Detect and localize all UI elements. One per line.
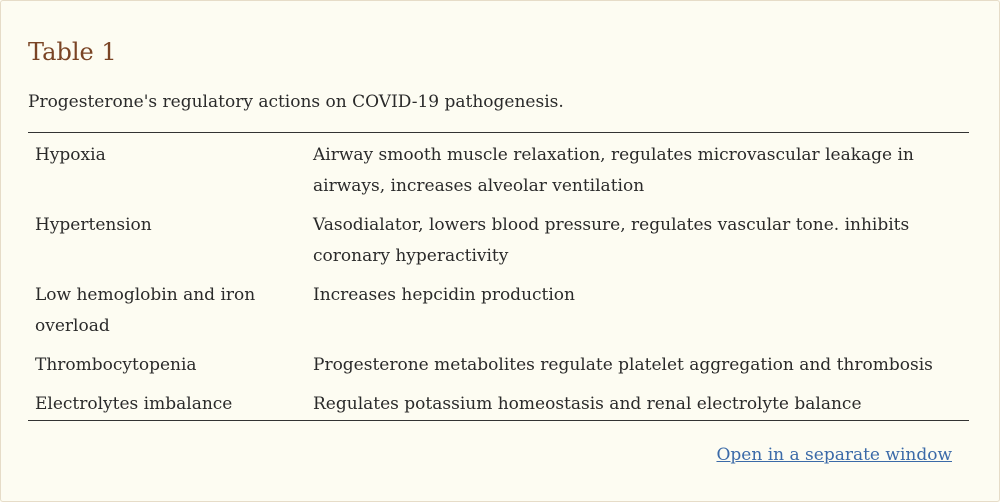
table-caption: Progesterone's regulatory actions on COVID-19 pathogenesis. xyxy=(28,92,564,112)
table-title: Table 1 xyxy=(28,38,117,66)
table-row xyxy=(28,280,969,350)
action-cell: Airway smooth muscle relaxation, regulates microvascular leakage in airways, increases alveolar ventilation xyxy=(313,145,914,196)
table-row xyxy=(28,210,969,280)
table-row xyxy=(28,133,969,211)
action-cell: Vasodialator, lowers blood pressure, regulates vascular tone. inhibits coronary hyperactivity xyxy=(313,215,910,266)
action-cell: Increases hepcidin production xyxy=(313,285,575,305)
condition-cell: Electrolytes imbalance xyxy=(35,394,233,414)
action-cell: Progesterone metabolites regulate platelet aggregation and thrombosis xyxy=(313,355,933,375)
action-cell: Regulates potassium homeostasis and renal electrolyte balance xyxy=(313,394,862,414)
condition-cell: Hypoxia xyxy=(35,145,106,165)
data-table xyxy=(28,132,969,421)
open-separate-window-link[interactable]: Open in a separate window xyxy=(716,445,952,465)
table-row xyxy=(28,350,969,389)
condition-cell: Low hemoglobin and iron overload xyxy=(35,285,256,336)
condition-cell: Thrombocytopenia xyxy=(35,355,197,375)
table-row xyxy=(28,389,969,421)
condition-cell: Hypertension xyxy=(35,215,152,235)
